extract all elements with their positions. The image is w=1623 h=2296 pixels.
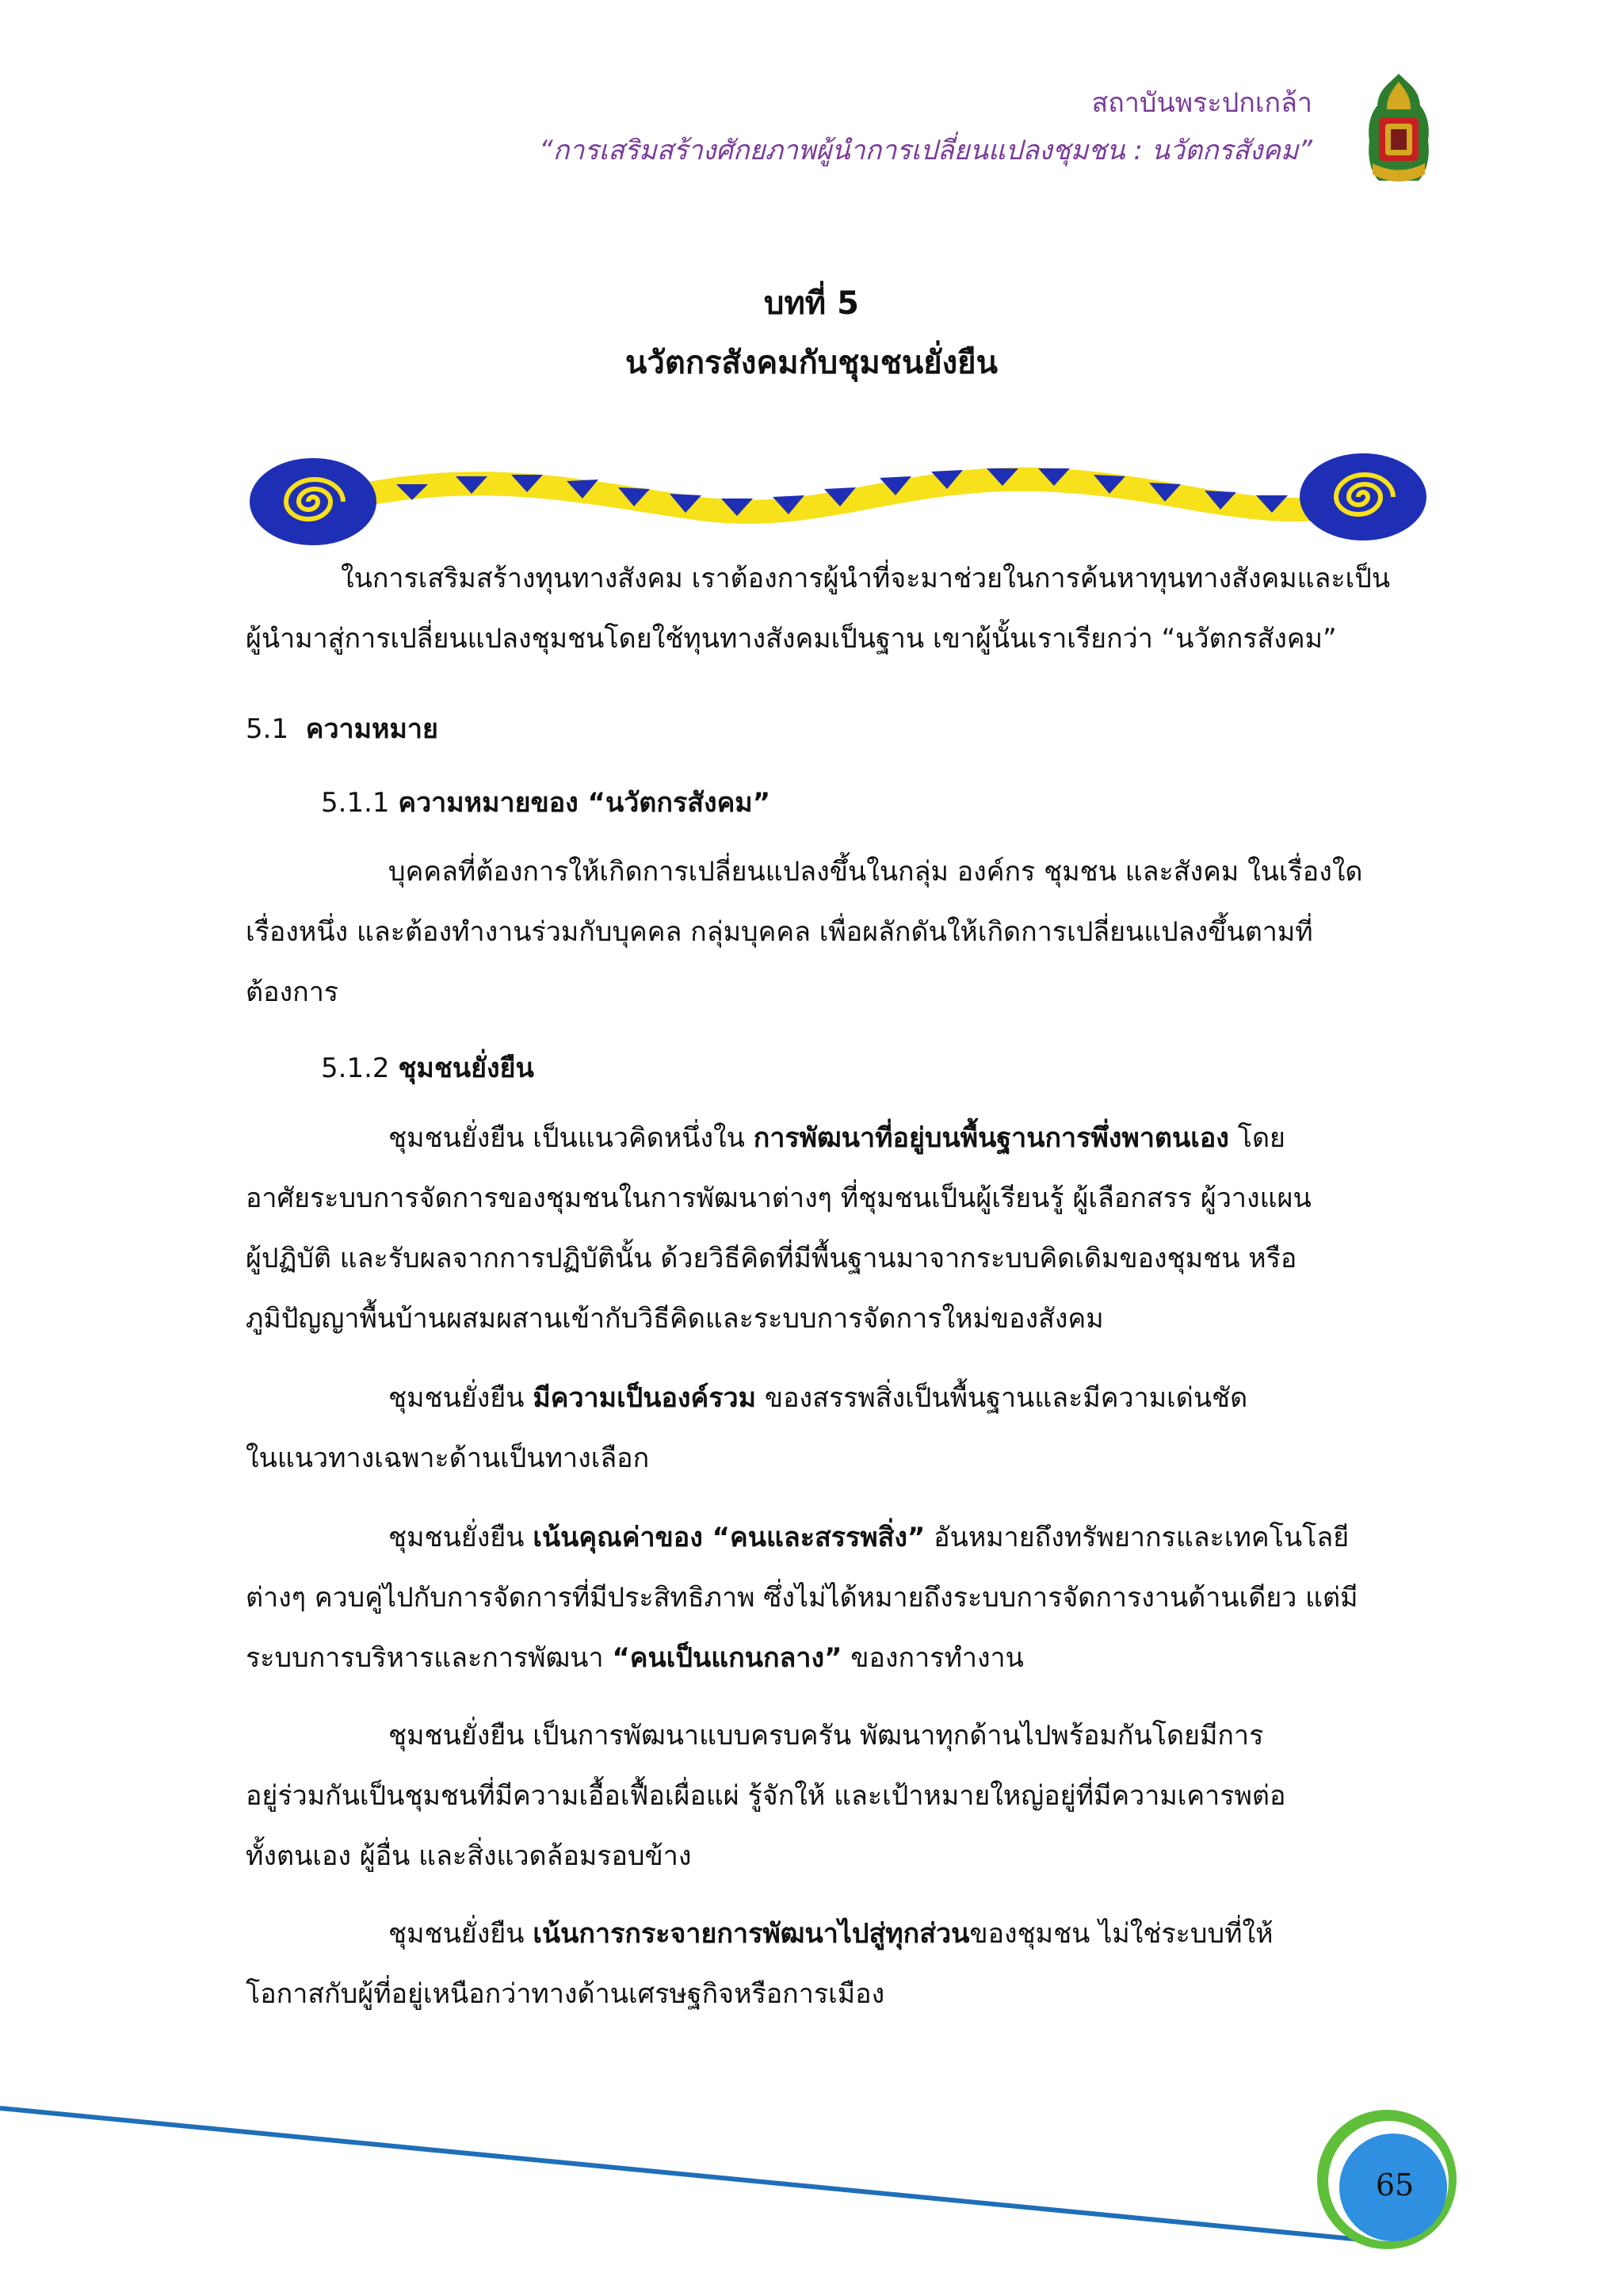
p1-line-3: ผู้ปฏิบัติ และรับผลจากการปฏิบัตินั้น ด้วยวิธีคิดที่มีพื้นฐานมาจากระบบคิดเดิมของชุมชน หรือ [246, 1243, 1297, 1274]
decorative-wave-banner [246, 432, 1426, 567]
section-title: ชุมชนยั่งยืน [398, 1052, 534, 1084]
p2-bold: มีความเป็นองค์รวม [533, 1382, 757, 1414]
p2-line-2: ในแนวทางเฉพาะด้านเป็นทางเลือก [246, 1442, 650, 1474]
p1-text-c: โดย [1228, 1122, 1285, 1154]
p2-text-a: ชุมชนยั่งยืน [388, 1382, 533, 1414]
p3-text-c: อันหมายถึงทรัพยากรและเทคโนโลยี [925, 1522, 1350, 1553]
p3-line-3-c: ของการทำงาน [842, 1642, 1024, 1674]
sustainable-paragraph-5 [246, 1904, 1426, 2024]
p5-text-c: ของชุมชน ไม่ใช่ระบบที่ให้ [969, 1918, 1274, 1950]
p1-line-2: อาศัยระบบการจัดการของชุมชนในการพัฒนาต่างๆ ที่ชุมชนเป็นผู้เรียนรู้ ผู้เลือกสรร ผู้วางแผน [246, 1182, 1312, 1214]
sustainable-paragraph-4 [246, 1706, 1426, 1886]
p5-line-2: โอกาสกับผู้ที่อยู่เหนือกว่าทางด้านเศรษฐกิจหรือการเมือง [246, 1978, 885, 2010]
section-number: 5.1.2 [321, 1052, 390, 1084]
sustainable-paragraph-3 [246, 1507, 1426, 1688]
definition-paragraph [246, 842, 1426, 1022]
page-header [539, 79, 1312, 174]
chapter-title: นวัตกรสังคมกับชุมชนยั่งยืน [625, 345, 998, 381]
p1-line-4: ภูมิปัญญาพื้นบ้านผสมผสานเข้ากับวิธีคิดและระบบการจัดการใหม่ของสังคม [246, 1303, 1104, 1335]
section-5-1-heading [246, 707, 438, 750]
chapter-number: บทที่ 5 [764, 285, 859, 322]
definition-line-1: บุคคลที่ต้องการให้เกิดการเปลี่ยนแปลงขึ้นในกลุ่ม องค์กร ชุมชน และสังคม ในเรื่องใด [388, 856, 1363, 888]
p3-line-3-a: ระบบการบริหารและการพัฒนา [246, 1642, 613, 1674]
section-5-1-2-heading [321, 1046, 534, 1089]
definition-line-2: เรื่องหนึ่ง และต้องทำงานร่วมกับบุคคล กลุ่มบุคคล เพื่อผลักดันให้เกิดการเปลี่ยนแปลงขึ้นตามที่ [246, 916, 1313, 948]
intro-paragraph [246, 548, 1426, 669]
p4-line-1: ชุมชนยั่งยืน เป็นการพัฒนาแบบครบครัน พัฒนาทุกด้านไปพร้อมกันโดยมีการ [388, 1720, 1264, 1752]
p3-line-2: ต่างๆ ควบคู่ไปกับการจัดการที่มีประสิทธิภาพ ซึ่งไม่ได้หมายถึงระบบการจัดการงานด้านเดียว แต่มี [246, 1582, 1358, 1614]
definition-line-3: ต้องการ [246, 976, 339, 1008]
header-institute: สถาบันพระปกเกล้า [1091, 87, 1312, 119]
p1-bold: การพัฒนาที่อยู่บนพื้นฐานการพึ่งพาตนเอง [753, 1122, 1229, 1154]
p2-text-c: ของสรรพสิ่งเป็นพื้นฐานและมีความเด่นชัด [756, 1382, 1248, 1414]
section-title: ความหมายของ “นวัตกรสังคม” [398, 787, 771, 819]
p3-line-3-bold: “คนเป็นแกนกลาง” [612, 1642, 842, 1674]
p5-text-a: ชุมชนยั่งยืน [388, 1918, 533, 1950]
p4-line-3: ทั้งตนเอง ผู้อื่น และสิ่งแวดล้อมรอบข้าง [246, 1840, 692, 1872]
sustainable-paragraph-2 [246, 1368, 1426, 1488]
section-5-1-1-heading [321, 781, 770, 823]
intro-line-2: ผู้นำมาสู่การเปลี่ยนแปลงชุมชนโดยใช้ทุนทางสังคมเป็นฐาน เขาผู้นั้นเราเรียกว่า “นวัตกรสังคม” [246, 623, 1337, 655]
p3-bold: เน้นคุณค่าของ “คนและสรรพสิ่ง” [533, 1522, 926, 1553]
institute-emblem-logo [1355, 70, 1442, 193]
page-number: 65 [1375, 2168, 1415, 2202]
p1-text-a: ชุมชนยั่งยืน เป็นแนวคิดหนึ่งใน [388, 1122, 754, 1154]
section-number: 5.1 [246, 713, 289, 745]
p5-bold: เน้นการกระจายการพัฒนาไปสู่ทุกส่วน [533, 1918, 970, 1950]
p4-line-2: อยู่ร่วมกันเป็นชุมชนที่มีความเอื้อเฟื้อเผื่อแผ่ รู้จักให้ และเป้าหมายใหญ่อยู่ที่มีความเคารพต่อ [246, 1780, 1286, 1812]
header-subtitle: “การเสริมสร้างศักยภาพผู้นำการเปลี่ยนแปลงชุมชน : นวัตกรสังคม” [539, 135, 1312, 166]
section-title: ความหมาย [305, 713, 438, 745]
p3-text-a: ชุมชนยั่งยืน [388, 1522, 533, 1553]
intro-line-1: ในการเสริมสร้างทุนทางสังคม เราต้องการผู้นำที่จะมาช่วยในการค้นหาทุนทางสังคมและเป็น [341, 563, 1391, 594]
section-number: 5.1.1 [321, 787, 390, 819]
sustainable-paragraph-1 [246, 1108, 1426, 1349]
